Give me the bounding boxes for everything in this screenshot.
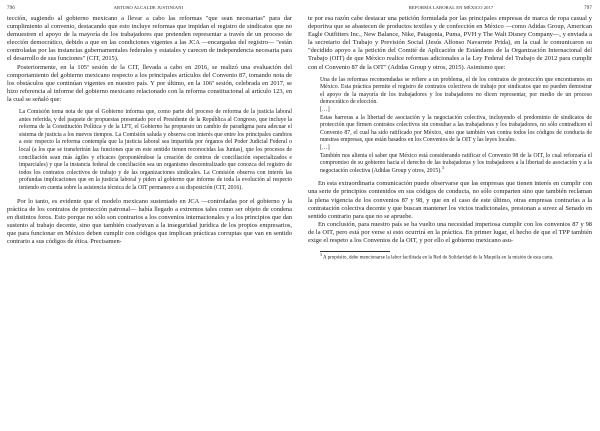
quote-text-body: También nos alienta el saber que México está considerando ratificar el Convenio 98 de la OIT, lo cual reforzaría el compromiso de su gobierno hacia el derecho de las trabajadoras y los trabajadores a la libertad de asociación y a la negociación colectiva (Adidas Group y otros, 2015). (320, 152, 592, 174)
right-page (300, 0, 600, 431)
quote-text: Estas barreras a la libertad de asociación y la negociación colectiva, incluyendo el predominio de sindicatos de protección que firmen contratos colectivos sin consultar a las trabajadoras y los trabajadores, no sólo contradicen el Convenio 87, el cual ha sido ratificado por México, sino que también van contra todos los códigos de conducta de nuestras empresas, que están basados en los Convenios de la OIT y las leyes locales. (320, 114, 592, 144)
footnote-ref[interactable]: 3 (441, 164, 444, 170)
page-number: 797 (584, 6, 592, 11)
paragraph: te por esa razón cabe destacar una petición formulada por las principales empresas de marca de ropa casual y deportiva que se abastecen de productos textiles y de confección en México —como Adidas Group, American Eagle Outfitters Inc., New Balance, Nike, Patagonia, Puma, PVH y The Walt Disney Company—, y enviada a la secretario del Trabajo y Previsión Social (Jesús Alfonso Navarrete Prida), en la cual le comunicaron su "decidido apoyo a la petición del Comité de Aplicación de Estándares de la Organización Internacional del Trabajo (OIT) de que México realice reformas adicionales a la Ley Federal del Trabajo de 2012 para cumplir con el Convenio 87 de la OIT" (Adidas Group y otros, 2015). Asimismo que: (308, 15, 592, 71)
footnote-divider (320, 251, 390, 252)
block-quote (320, 77, 592, 176)
paragraph: Posteriormente, en la 105ª sesión de la CIT, llevada a cabo en 2016, se realizó una evaluación del comportamiento del gobierno mexicano respecto a los principales artículos del Convenio 87, tomando nota de los obstáculos que continúan vigentes en nuestro país. Y por último, en la 106ª sesión, celebrada en 2017, se hizo referencia al informe del gobierno mexicano relacionado con la reforma constitucional al artículo 123, en la cual se señaló que: (7, 63, 292, 103)
running-head: ARTURO ALCALDE JUSTINIANI (113, 5, 184, 10)
page-number: 796 (7, 6, 15, 11)
block-quote (19, 109, 292, 193)
footnote-text: A propósito, debe mencionarse la labor facilitada en la Red de Solidaridad de la Maquila en la misión de esta carta. (322, 255, 554, 261)
paragraph: tección, sugiendo al gobierno mexicano a llevar a cabo las reformas "que sean necesarias" para dar cumplimiento al convenio, destacando que esto incluye reformas que impidan el registro de sindicatos que no demuestren el apoyo de la mayoría de los trabajadores que pretenden representar a través de un proceso de elección democrático, debido a que en las condiciones vigentes a las JCA —encargadas del registro— "están controladas por las instancias gubernamentales federales y estatales y carecen de independencia necesaria para el desarrollo de sus funciones" (CIT, 2015). (7, 15, 292, 63)
running-head: REFORMA LABORAL EN MÉXICO 2017 (408, 5, 494, 10)
footnote (320, 252, 592, 262)
quote-text: La Comisión toma nota de que el Gobierno informa que, como parte del proceso de reforma de la justicia laboral antes referida, y del paquete de propuestas presentado por el Presidente de la República al Congreso, que incluye la reforma de la Constitución Política y de la LFT, el Gobierno ha propuesto un cambio de paradigma para adecuar el sistema de justicia a los nuevos tiempos. La Comisión saluda y observa con interés que entre los principales cambios a este respecto la reforma contempla que la justicia laboral sea impartida por órganos del Poder Judicial Federal o local (a los que se transferirán las funciones que en este sentido tienen reconocidas las Juntas), que los procesos de conciliación sean más ágiles y eficaces (proponiéndose la creación de centros de conciliación especializados e imparciales) y que la instancia federal de conciliación sea un organismo descentralizado que conozca del registro de todos los contratos colectivos de trabajo y de las organizaciones sindicales. La Comisión observa con interés las profundas implicaciones que en la justicia laboral y piden al gobierno que informe de toda la evolución al respecto teniendo en cuenta sobre la asistencia técnica de la OIT permanece a su disposición (CIT, 2016). (19, 109, 292, 191)
paragraph: Por lo tanto, es evidente que el modelo mexicano sustentado en JCA —controladas por el gobierno y la práctica de los contratos de protección patronal— había llegado a extremos tales como ser objeto de condena en distintos foros. Esto porque no sólo son contrarios a los convenios internacionales y a los principios que dan sustento al trabajo decente, sino que también coadyuvan a la inseguridad jurídica de los propios empresarios, que para funcionar en México deben cumplir con códigos que implican prácticas corruptas que van en sentido contrario a sus códigos de ética. Precisamen- (7, 197, 292, 246)
quote-text (320, 153, 592, 176)
left-page-header (7, 5, 292, 11)
paragraph: En esta extraordinaria comunicación puede observarse que las empresas que tienen interés en cumplir con una serie de principios contenidos en sus códigos de conducta, no sólo comparten sino que también reclaman la plena vigencia de los convenios 87 y 98, y que en el caso de este último, otras empresas contrarias a la contratación colectiva decente y que buscan mantener los vicios tradicionales, presionan a suvez al Senado en sentido contrario para que no se apruebe. (308, 180, 592, 220)
paragraph: En conclusión, para nuestro país se ha vuelto una necesidad imperiosa cumplir con los convenios 87 y 98 de la OIT, pero está por verse si esto ocurrirá en la práctica. En primer lugar, el hecho de que el TPP también exige el respeto a los Convenios de la OIT, y por ello el gobierno mexicano asu- (308, 220, 592, 245)
quote-text: Una de las reformas recomendadas se refiere a un problema, el de los contratos de protección que encontramos en México. Esta práctica permite el registro de contratos colectivos de trabajo por sindicatos que no pueden demostrar el apoyo de la mayoría de los trabajadores y los trabajadores no dicen representar, por medio de un proceso democrático de elección. (320, 76, 592, 106)
quote-ellipsis: […] (320, 107, 330, 114)
quote-ellipsis: […] (320, 145, 330, 151)
right-page-header (308, 5, 592, 11)
footnote-number: 3 (320, 252, 322, 258)
